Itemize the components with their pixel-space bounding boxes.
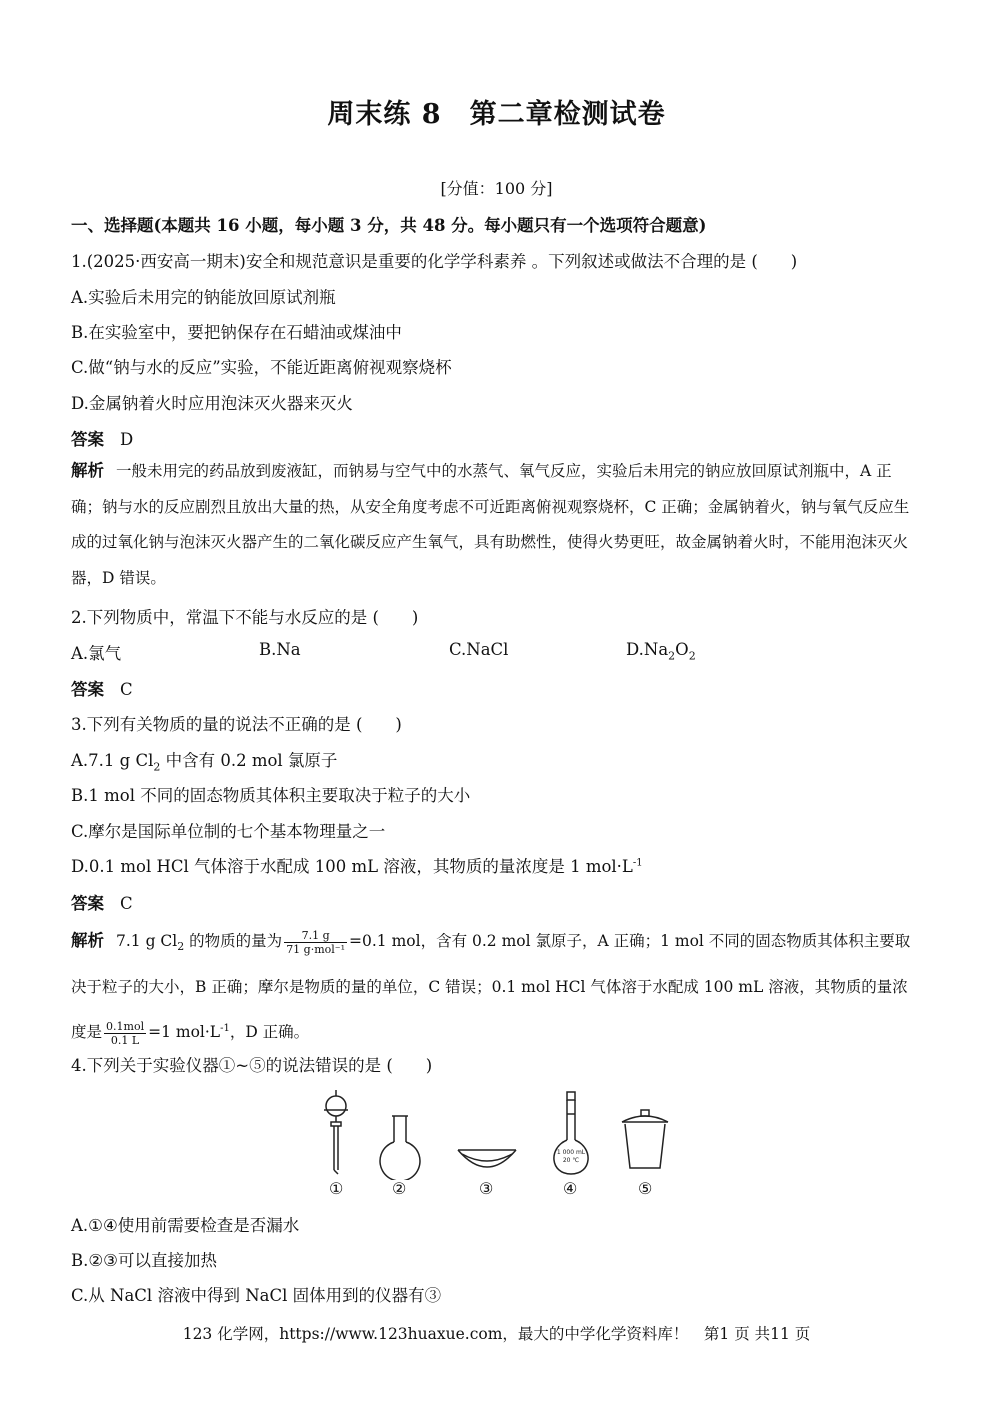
q1-option-a: A.实验后未用完的钠能放回原试剂瓶: [71, 288, 336, 307]
q3-explanation: 解析 7.1 g $Cl_2$ 的物质的量为 $\frac{7.1 g}{\text{71 g·mol⁻¹}}$ =0.1 mol，含有 0.2 mol 氯原子，A 正确；1 mol 不同的固态物质其体积主要取决于粒子的大小，B 正确；摩尔是物质的量的单位，C 错误；0.1 mol HCl 气体溶于水配成 100 mL 溶液，其物质的量浓度是 $\frac{\text{0.1mol}}{0.1 L}$ =1 $mol\cdot L^{-1}$，D 正确。: [71, 928, 911, 1047]
explain-label: 解析: [71, 461, 104, 480]
lab-apparatus-figure: [310, 1088, 690, 1180]
page-footer: 123 化学网，https://www.123huaxue.com，最大的中学化学资料库！ 第1 页 共11 页: [182, 1325, 811, 1343]
answer-value: C: [120, 680, 133, 699]
q4-option-c: C.从 NaCl 溶液中得到 NaCl 固体用到的仪器有③: [71, 1286, 442, 1305]
crucible-icon: [622, 1110, 668, 1168]
section-heading: 一、选择题(本题共 16 小题，每小题 3 分，共 48 分。每小题只有一个选项符合题意): [71, 216, 707, 235]
q4-stem: 4.下列关于实验仪器①~⑤的说法错误的是 ( ): [71, 1056, 433, 1075]
answer-label: 答案: [71, 430, 104, 449]
q1-option-d: D.金属钠着火时应用泡沫灭火器来灭火: [71, 394, 353, 413]
q1-option-c: C.做“钠与水的反应”实验，不能近距离俯视观察烧杯: [71, 358, 452, 377]
figure-label-2: ②: [392, 1179, 407, 1198]
funnel-icon: [324, 1090, 348, 1174]
answer-label: 答案: [71, 894, 104, 913]
q2-option-b: B.Na: [259, 640, 301, 659]
figure-label-3: ③: [479, 1179, 494, 1198]
q1-stem: 1.(2025·西安高一期末)安全和规范意识是重要的化学学科素养 。下列叙述或做法不合理的是 ( ): [71, 252, 798, 271]
fraction-concentration: $\frac{\text{0.1mol}}{0.1 L}$: [106, 1019, 145, 1047]
q1-explanation: [71, 453, 921, 596]
page-title: 周末练 8 第二章检测试卷: [327, 99, 666, 130]
fraction-moles: $\frac{7.1 g}{\text{71 g·mol⁻¹}}$: [286, 928, 346, 956]
flask-temp-text: 20 ℃: [562, 1157, 580, 1164]
flask-volume-text: 1 000 mL: [556, 1149, 586, 1156]
explain-text: 一般未用完的药品放到废液缸，而钠易与空气中的水蒸气、氧气反应，实验后未用完的钠应放回原试剂瓶中，A 正确；钠与水的反应剧烈且放出大量的热，从安全角度考虑不可近距离俯视观察烧杯，C 正确；金属钠着火，钠与氧气反应生成的过氧化钠与泡沫灭火器产生的二氧化碳反应产生氧气，具有助燃性，使得火势更旺，故金属钠着火时，不能用泡沫灭火器，D 错误。: [71, 462, 910, 587]
q2-stem: 2.下列物质中，常温下不能与水反应的是 ( ): [71, 608, 419, 627]
q3-option-b: B.1 mol 不同的固态物质其体积主要取决于粒子的大小: [71, 786, 471, 805]
answer-value: C: [120, 894, 133, 913]
score-info: [分值：100 分]: [440, 179, 553, 198]
q3-answer: [71, 890, 133, 914]
q1-answer: [71, 426, 133, 450]
q4-option-a: A.①④使用前需要检查是否漏水: [71, 1216, 300, 1235]
q3-option-d: D.0.1 mol HCl 气体溶于水配成 100 mL 溶液，其物质的量浓度是 1 $mol\cdot L^{-1}$: [71, 857, 643, 876]
q3-option-c: C.摩尔是国际单位制的七个基本物理量之一: [71, 822, 386, 841]
figure-label-1: ①: [329, 1179, 344, 1198]
q3-stem: 3.下列有关物质的量的说法不正确的是 ( ): [71, 715, 402, 734]
q2-option-d: $D.Na_2O_2$: [626, 640, 696, 663]
evaporating-dish-icon: [458, 1150, 516, 1167]
figure-label-4: ④: [563, 1179, 578, 1198]
round-flask-icon: [380, 1116, 420, 1180]
figure-label-5: ⑤: [638, 1179, 653, 1198]
q2-answer: [71, 676, 133, 700]
q2-option-a: A.氯气: [71, 644, 122, 663]
q1-option-b: B.在实验室中，要把钠保存在石蜡油或煤油中: [71, 323, 402, 342]
q3-option-a: A.7.1 g $Cl_2$ 中含有 0.2 mol 氯原子: [71, 751, 338, 774]
q2-option-c: C.NaCl: [449, 640, 509, 659]
explain-label: 解析: [71, 931, 104, 950]
answer-label: 答案: [71, 680, 104, 699]
q4-option-b: B.②③可以直接加热: [71, 1251, 217, 1270]
answer-value: D: [120, 430, 134, 449]
